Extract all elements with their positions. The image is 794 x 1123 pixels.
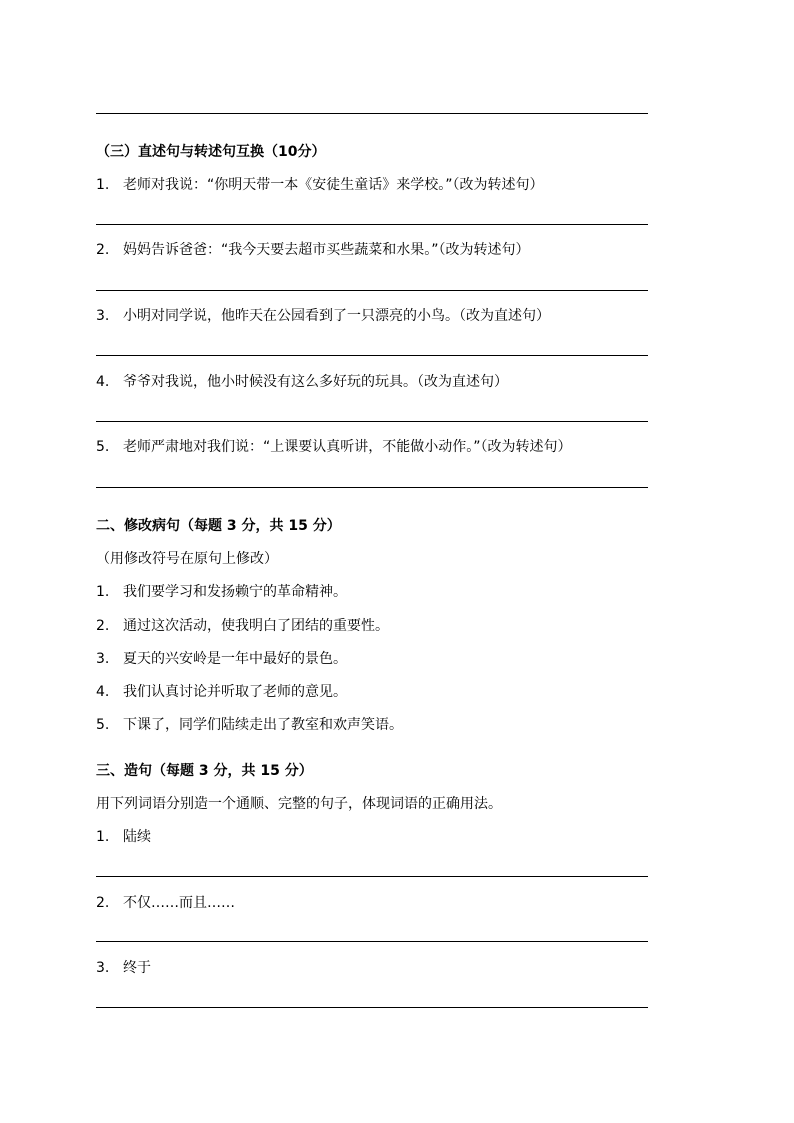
- question-number: 1.: [96, 829, 110, 845]
- question-number: 2.: [96, 618, 110, 634]
- answer-line[interactable]: [96, 355, 648, 356]
- question-item[interactable]: [96, 682, 347, 702]
- question-item: [96, 240, 530, 260]
- question-number: 1.: [96, 177, 110, 193]
- question-number: 1.: [96, 584, 110, 600]
- question-number: 4.: [96, 684, 110, 700]
- question-number: 5.: [96, 439, 110, 455]
- question-number: 3.: [96, 960, 110, 976]
- question-number: 2.: [96, 895, 110, 911]
- question-item[interactable]: [96, 649, 347, 669]
- question-item: [96, 958, 151, 978]
- question-item: [96, 893, 235, 913]
- question-item[interactable]: [96, 582, 347, 602]
- question-number: 3.: [96, 308, 110, 324]
- answer-line[interactable]: [96, 487, 648, 488]
- question-text: 终于: [123, 960, 151, 976]
- answer-line[interactable]: [96, 113, 648, 114]
- question-number: 2.: [96, 242, 110, 258]
- answer-line[interactable]: [96, 224, 648, 225]
- question-item[interactable]: [96, 715, 403, 735]
- section-note: （用修改符号在原句上修改）: [96, 551, 278, 567]
- question-number: 5.: [96, 717, 110, 733]
- answer-line[interactable]: [96, 421, 648, 422]
- section-title: （三）直述句与转述句互换（10分）: [96, 144, 326, 160]
- section-instruction: 用下列词语分别造一个通顺、完整的句子，体现词语的正确用法。: [96, 796, 502, 812]
- answer-line[interactable]: [96, 1007, 648, 1008]
- question-text: 夏天的兴安岭是一年中最好的景色。: [123, 651, 347, 667]
- question-item: [96, 306, 550, 326]
- question-text: 老师对我说：“你明天带一本《安徒生童话》来学校。”（改为转述句）: [123, 177, 544, 193]
- question-item: [96, 372, 508, 392]
- question-text: 小明对同学说，他昨天在公园看到了一只漂亮的小鸟。（改为直述句）: [123, 308, 550, 324]
- question-text: 我们要学习和发扬赖宁的革命精神。: [123, 584, 347, 600]
- question-text: 妈妈告诉爸爸：“我今天要去超市买些蔬菜和水果。”（改为转述句）: [123, 242, 530, 258]
- question-item: [96, 827, 151, 847]
- section-title: 二、修改病句（每题 3 分，共 15 分）: [96, 518, 341, 534]
- question-item: [96, 437, 572, 457]
- answer-line[interactable]: [96, 290, 648, 291]
- question-item[interactable]: [96, 616, 389, 636]
- question-text: 不仅……而且……: [123, 895, 235, 911]
- answer-line[interactable]: [96, 941, 648, 942]
- answer-line[interactable]: [96, 876, 648, 877]
- question-number: 3.: [96, 651, 110, 667]
- question-text: 陆续: [123, 829, 151, 845]
- question-text: 通过这次活动，使我明白了团结的重要性。: [123, 618, 389, 634]
- question-number: 4.: [96, 374, 110, 390]
- question-text: 爷爷对我说，他小时候没有这么多好玩的玩具。（改为直述句）: [123, 374, 508, 390]
- question-text: 我们认真讨论并听取了老师的意见。: [123, 684, 347, 700]
- question-text: 下课了，同学们陆续走出了教室和欢声笑语。: [123, 717, 403, 733]
- question-text: 老师严肃地对我们说：“上课要认真听讲，不能做小动作。”（改为转述句）: [123, 439, 572, 455]
- section-title: 三、造句（每题 3 分，共 15 分）: [96, 763, 313, 779]
- question-item: [96, 175, 544, 195]
